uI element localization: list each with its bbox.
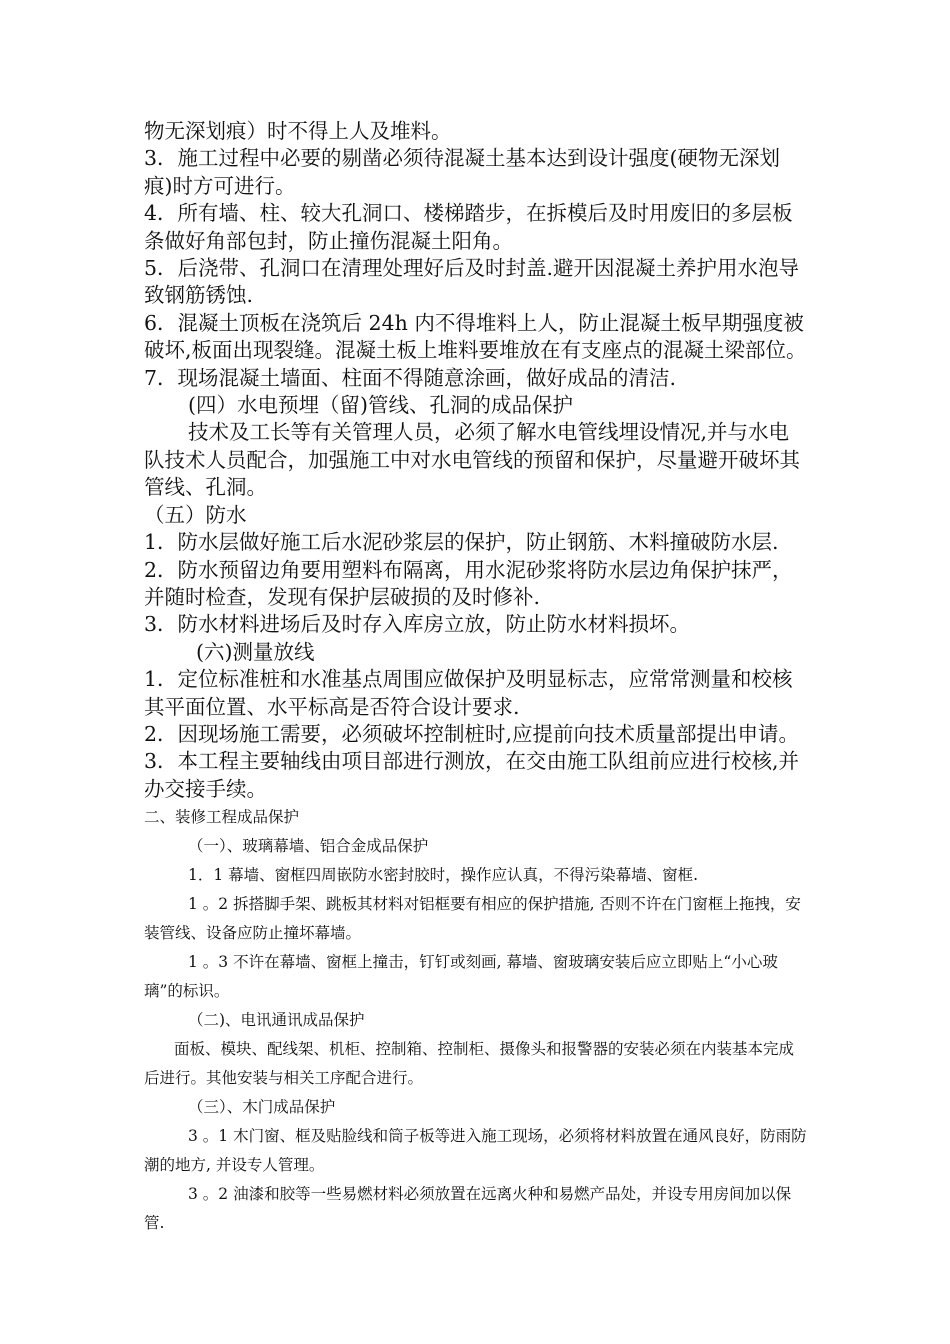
list-item: 3．防水材料进场后及时存入库房立放，防止防水材料损坏。 (144, 612, 691, 637)
paragraph: 面板、模块、配线架、机柜、控制箱、控制柜、摄像头和报警器的安装必须在内装基本完成后进行。其他安装与相关工序配合进行。 (144, 1040, 795, 1088)
paragraph: 技术及工长等有关管理人员，必须了解水电管线埋设情况,并与水电队技术人员配合，加强施工中对水电管线的预留和保护，尽量避开破坏其管线、孔洞。 (144, 420, 800, 500)
list-item: 4．所有墙、柱、较大孔洞口、楼梯踏步，在拆模后及时用废旧的多层板条做好角部包封，防止撞伤混凝土阳角。 (144, 201, 793, 253)
section-heading: （二)、电讯通讯成品保护 (188, 1011, 365, 1030)
paragraph: 物无深划痕）时不得上人及堆料。 (144, 119, 452, 143)
list-item: 3．施工过程中必要的剔凿必须待混凝土基本达到设计强度(硬物无深划痕)时方可进行。 (144, 146, 781, 198)
list-item: 2．防水预留边角要用塑料布隔离，用水泥砂浆将防水层边角保护抹严，并随时检查，发现有保护层破损的及时修补. (144, 557, 793, 609)
list-item: 5．后浇带、孔洞口在清理处理好后及时封盖.避开因混凝土养护用水泡导致钢筋锈蚀. (144, 256, 800, 308)
section-heading: (四）水电预埋（留)管线、孔洞的成品保护 (188, 393, 573, 418)
list-item: 2．因现场施工需要，必须破坏控制桩时,应提前向技术质量部提出申请。 (144, 721, 800, 746)
chapter-heading: 二、装修工程成品保护 (144, 808, 300, 827)
list-item: 1 。2 拆搭脚手架、跳板其材料对铝框要有相应的保护措施, 否则不许在门窗框上拖拽，安装管线、设备应防止撞坏幕墙。 (144, 895, 801, 943)
list-item: 6．混凝土顶板在浇筑后 24h 内不得堆料上人，防止混凝土板早期强度被破坏,板面出现裂缝。混凝土板上堆料要堆放在有支座点的混凝土梁部位。 (144, 310, 807, 363)
list-item: 1．定位标准桩和水准基点周围应做保护及明显标志，应常常测量和校核其平面位置、水平标高是否符合设计要求. (144, 667, 793, 719)
list-item: 7．现场混凝土墙面、柱面不得随意涂画，做好成品的清洁. (144, 365, 677, 390)
list-item: 1 。3 不许在幕墙、窗框上撞击，钉钉或刻画, 幕墙、窗玻璃安装后应立即贴上“小心玻璃”的标识。 (144, 953, 778, 1001)
list-item: 3．本工程主要轴线由项目部进行测放，在交由施工队组前应进行校核,并办交接手续。 (144, 749, 800, 801)
section-heading: (六)测量放线 (196, 639, 315, 664)
list-item: 3 。2 油漆和胶等一些易燃材料必须放置在远离火种和易燃产品处，并设专用房间加以保管. (144, 1185, 792, 1233)
document-body (144, 118, 808, 1238)
list-item: 3 。1 木门窗、框及贴脸线和筒子板等进入施工现场，必须将材料放置在通风良好，防雨防潮的地方, 并设专人管理。 (144, 1127, 807, 1175)
section-heading: （一）、玻璃幕墙、铝合金成品保护 (188, 837, 429, 856)
section-heading: （五）防水 (144, 502, 247, 527)
list-item: 1．1 幕墙、窗框四周嵌防水密封胶时，操作应认真，不得污染幕墙、窗框. (188, 866, 699, 885)
list-item: 1．防水层做好施工后水泥砂浆层的保护，防止钢筋、木料撞破防水层. (144, 530, 779, 555)
section-heading: （三）、木门成品保护 (188, 1098, 336, 1117)
